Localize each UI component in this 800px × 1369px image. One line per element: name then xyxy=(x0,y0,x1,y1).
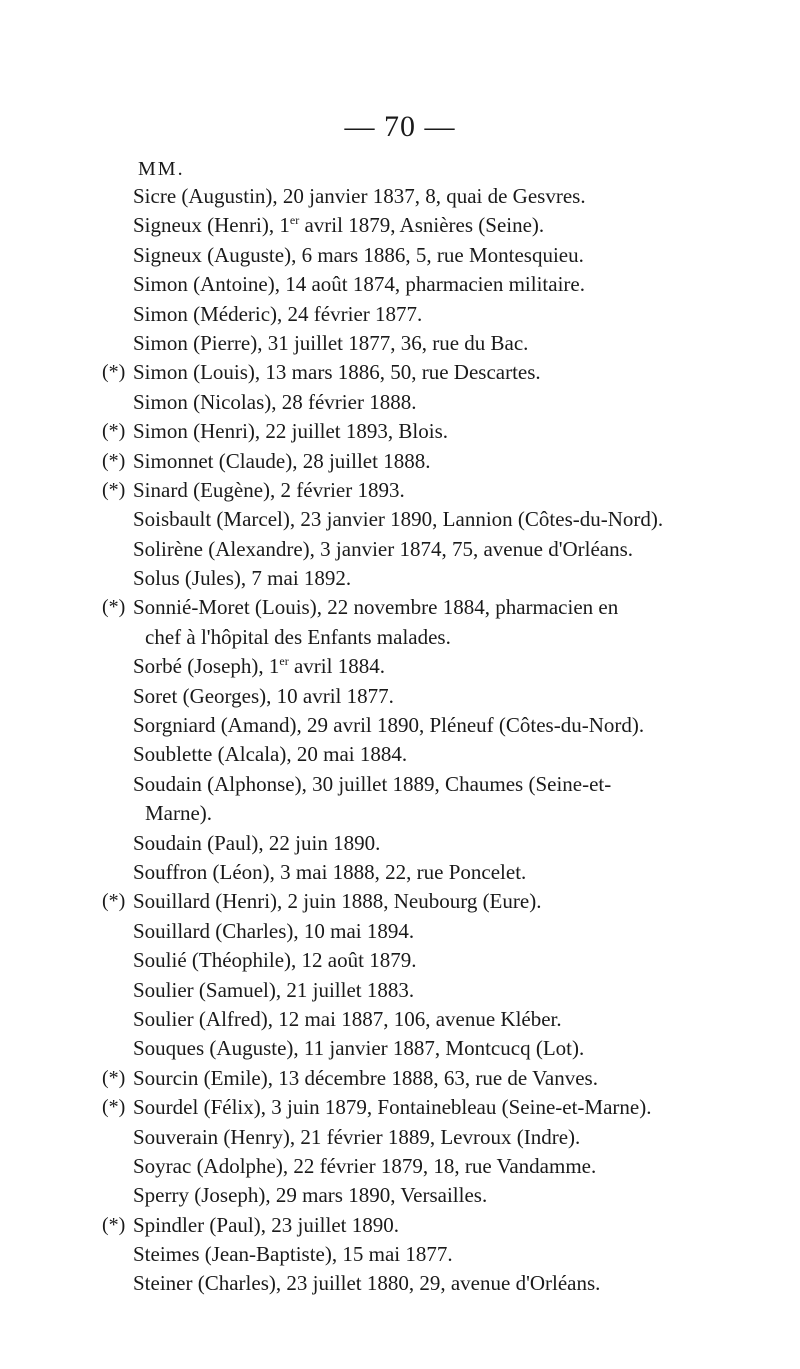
list-item xyxy=(0,1269,800,1298)
asterisk-marker: (*) xyxy=(102,478,126,501)
asterisk-marker: (*) xyxy=(102,596,126,619)
entry-line: Soudain (Paul), 22 juin 1890. xyxy=(133,830,381,855)
list-item xyxy=(0,388,800,417)
entry-line: Sinard (Eugène), 2 février 1893. xyxy=(133,477,405,502)
entry-text xyxy=(133,300,773,329)
entry-text xyxy=(133,1240,773,1269)
asterisk-marker: (*) xyxy=(102,361,126,384)
entry-text xyxy=(133,917,773,946)
entry-text xyxy=(133,858,773,887)
list-item xyxy=(0,1064,800,1093)
list-item xyxy=(0,652,800,681)
list-item xyxy=(0,829,800,858)
entry-line: Soisbault (Marcel), 23 janvier 1890, Lannion (Côtes-du-Nord). xyxy=(133,507,664,532)
section-heading: MM. xyxy=(138,158,185,180)
entry-line: Solirène (Alexandre), 3 janvier 1874, 75, avenue d'Orléans. xyxy=(133,536,634,561)
asterisk-marker: (*) xyxy=(102,420,126,443)
entry-text xyxy=(133,593,773,652)
entry-text xyxy=(133,1064,773,1093)
list-item xyxy=(0,270,800,299)
entry-text xyxy=(133,417,773,446)
entry-text xyxy=(133,711,773,740)
entry-line: Sourdel (Félix), 3 juin 1879, Fontainebleau (Seine-et-Marne). xyxy=(133,1095,652,1120)
entry-line: Signeux (Henri), 1er avril 1879, Asnières (Seine). xyxy=(133,213,545,238)
list-item xyxy=(0,682,800,711)
list-item xyxy=(0,300,800,329)
entry-line: Souillard (Henri), 2 juin 1888, Neubourg (Eure). xyxy=(133,889,542,914)
list-item xyxy=(0,740,800,769)
entry-line: Simonnet (Claude), 28 juillet 1888. xyxy=(133,448,431,473)
entry-text xyxy=(133,1123,773,1152)
list-item xyxy=(0,976,800,1005)
entry-text xyxy=(133,1181,773,1210)
entry-text xyxy=(133,535,773,564)
entry-text xyxy=(133,1093,773,1122)
entry-line: Simon (Henri), 22 juillet 1893, Blois. xyxy=(133,419,448,444)
entry-line: Sorgniard (Amand), 29 avril 1890, Pléneuf (Côtes-du-Nord). xyxy=(133,713,645,738)
entry-text xyxy=(133,1211,773,1240)
asterisk-marker: (*) xyxy=(102,1096,126,1119)
entry-text xyxy=(133,505,773,534)
entry-list xyxy=(0,182,800,1299)
list-item xyxy=(0,535,800,564)
list-item xyxy=(0,447,800,476)
list-item xyxy=(0,1181,800,1210)
entry-text xyxy=(133,241,773,270)
entry-line: Souffron (Léon), 3 mai 1888, 22, rue Poncelet. xyxy=(133,860,527,885)
entry-line: Signeux (Auguste), 6 mars 1886, 5, rue Montesquieu. xyxy=(133,242,584,267)
entry-line: Spindler (Paul), 23 juillet 1890. xyxy=(133,1212,399,1237)
entry-line: Steiner (Charles), 23 juillet 1880, 29, avenue d'Orléans. xyxy=(133,1271,601,1296)
list-item xyxy=(0,211,800,240)
entry-text xyxy=(133,1034,773,1063)
list-item xyxy=(0,329,800,358)
entry-text xyxy=(133,829,773,858)
entry-line: Steimes (Jean-Baptiste), 15 mai 1877. xyxy=(133,1242,453,1267)
entry-line: Souques (Auguste), 11 janvier 1887, Montcucq (Lot). xyxy=(133,1036,585,1061)
list-item xyxy=(0,1005,800,1034)
list-item xyxy=(0,417,800,446)
entry-text xyxy=(133,770,773,829)
entry-text xyxy=(133,946,773,975)
entry-line: Simon (Antoine), 14 août 1874, pharmacien militaire. xyxy=(133,272,585,297)
entry-text xyxy=(133,887,773,916)
entry-text xyxy=(133,270,773,299)
list-item xyxy=(0,946,800,975)
list-item xyxy=(0,241,800,270)
asterisk-marker: (*) xyxy=(102,890,126,913)
list-item xyxy=(0,1093,800,1122)
entry-line: Soret (Georges), 10 avril 1877. xyxy=(133,683,394,708)
entry-text xyxy=(133,564,773,593)
entry-line: Marne). xyxy=(145,801,213,826)
list-item xyxy=(0,564,800,593)
entry-text xyxy=(133,976,773,1005)
entry-line: Simon (Méderic), 24 février 1877. xyxy=(133,301,423,326)
entry-line: Soyrac (Adolphe), 22 février 1879, 18, rue Vandamme. xyxy=(133,1153,597,1178)
asterisk-marker: (*) xyxy=(102,1213,126,1236)
entry-text xyxy=(133,1005,773,1034)
asterisk-marker: (*) xyxy=(102,1066,126,1089)
entry-line: Sperry (Joseph), 29 mars 1890, Versailles. xyxy=(133,1183,488,1208)
page-number: — 70 — xyxy=(344,110,456,143)
list-item xyxy=(0,1211,800,1240)
list-item xyxy=(0,1123,800,1152)
entry-line: Sourcin (Emile), 13 décembre 1888, 63, rue de Vanves. xyxy=(133,1065,598,1090)
entry-line: Solus (Jules), 7 mai 1892. xyxy=(133,566,352,591)
list-item xyxy=(0,1034,800,1063)
entry-text xyxy=(133,211,773,240)
entry-text xyxy=(133,476,773,505)
entry-text xyxy=(133,1269,773,1298)
list-item xyxy=(0,182,800,211)
entry-line: Souillard (Charles), 10 mai 1894. xyxy=(133,918,415,943)
list-item xyxy=(0,770,800,829)
entry-line: chef à l'hôpital des Enfants malades. xyxy=(145,624,451,649)
entry-text xyxy=(133,682,773,711)
list-item xyxy=(0,358,800,387)
list-item xyxy=(0,887,800,916)
entry-line: Soulier (Alfred), 12 mai 1887, 106, avenue Kléber. xyxy=(133,1006,562,1031)
entry-text xyxy=(133,652,773,681)
entry-text xyxy=(133,447,773,476)
entry-text xyxy=(133,388,773,417)
list-item xyxy=(0,593,800,652)
list-item xyxy=(0,505,800,534)
entry-text xyxy=(133,358,773,387)
entry-text xyxy=(133,740,773,769)
entry-text xyxy=(133,329,773,358)
entry-text xyxy=(133,182,773,211)
entry-line: Simon (Louis), 13 mars 1886, 50, rue Descartes. xyxy=(133,360,541,385)
list-item xyxy=(0,1240,800,1269)
entry-line: Soublette (Alcala), 20 mai 1884. xyxy=(133,742,408,767)
list-item xyxy=(0,476,800,505)
entry-line: Soudain (Alphonse), 30 juillet 1889, Chaumes (Seine-et- xyxy=(133,771,612,796)
asterisk-marker: (*) xyxy=(102,449,126,472)
entry-line: Sorbé (Joseph), 1er avril 1884. xyxy=(133,654,385,679)
entry-line: Simon (Nicolas), 28 février 1888. xyxy=(133,389,417,414)
list-item xyxy=(0,858,800,887)
list-item xyxy=(0,711,800,740)
list-item xyxy=(0,917,800,946)
entry-line: Souverain (Henry), 21 février 1889, Levroux (Indre). xyxy=(133,1124,581,1149)
entry-line: Soulier (Samuel), 21 juillet 1883. xyxy=(133,977,415,1002)
entry-line: Simon (Pierre), 31 juillet 1877, 36, rue du Bac. xyxy=(133,330,529,355)
entry-text xyxy=(133,1152,773,1181)
entry-line: Soulié (Théophile), 12 août 1879. xyxy=(133,948,417,973)
entry-line: Sonnié-Moret (Louis), 22 novembre 1884, pharmacien en xyxy=(133,595,619,620)
entry-line: Sicre (Augustin), 20 janvier 1837, 8, quai de Gesvres. xyxy=(133,184,586,208)
list-item xyxy=(0,1152,800,1181)
